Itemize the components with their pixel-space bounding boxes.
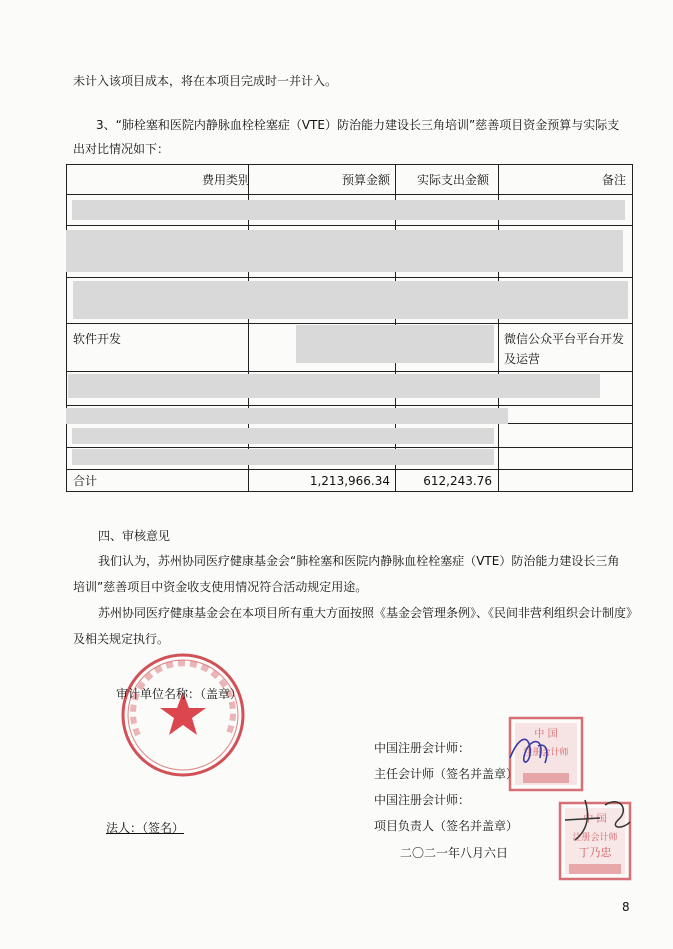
redaction-block — [296, 325, 494, 363]
legal-person-label: 法人：（签名） — [106, 821, 185, 835]
page-number: 8 — [622, 900, 630, 914]
svg-text:丁乃忠: 丁乃忠 — [578, 846, 612, 859]
redaction-block — [72, 428, 494, 444]
software-note-line1: 微信公众平台平台开发 — [504, 332, 625, 346]
section4-para1-line1: 我们认为，苏州协同医疗健康基金会“肺栓塞和医院内静脉血栓栓塞症（VTE）防治能力建设长三角 — [98, 554, 620, 568]
handwritten-signature — [500, 718, 560, 778]
redaction-block — [66, 230, 623, 272]
project-lead-label: 项目负责人（签名并盖章） — [374, 819, 519, 833]
signature-date: 二〇二一年八月六日 — [400, 846, 509, 860]
header-actual: 实际支出金额 — [417, 173, 490, 187]
header-category: 费用类别 — [202, 173, 251, 187]
section4-heading: 四、审核意见 — [98, 529, 171, 543]
software-note-line2: 及运营 — [504, 352, 541, 366]
total-budget: 1,213,966.34 — [309, 474, 390, 488]
audit-unit-label: 审计单位名称：（盖章） — [116, 687, 243, 701]
table-row-divider — [67, 277, 632, 278]
table-row-divider — [67, 323, 632, 324]
section3-line2: 出对比情况如下： — [73, 142, 170, 156]
redaction-block — [73, 281, 628, 319]
intro-line: 未计入该项目成本，将在本项目完成时一并计入。 — [73, 74, 338, 88]
cpa1-label: 中国注册会计师： — [374, 741, 471, 755]
section3-line1: 3、“肺栓塞和医院内静脉血栓栓塞症（VTE）防治能力建设长三角培训”慈善项目资金预算与实际支 — [96, 118, 620, 132]
company-seal-stamp — [118, 650, 248, 780]
section4-para2-line2: 及相关规定执行。 — [73, 632, 170, 646]
section4-para1-line2: 培训”慈善项目中资金收支使用情况符合活动规定用途。 — [73, 580, 368, 594]
header-budget: 预算金额 — [342, 173, 391, 187]
header-note: 备注 — [602, 173, 627, 187]
handwritten-signature-2 — [560, 790, 635, 850]
redaction-block — [66, 408, 508, 424]
svg-text:中 国: 中 国 — [583, 814, 607, 825]
table-row-divider — [67, 447, 632, 448]
cpa2-label: 中国注册会计师： — [374, 793, 471, 807]
total-category: 合计 — [73, 474, 98, 488]
software-category: 软件开发 — [73, 332, 122, 346]
svg-text:注册会计师: 注册会计师 — [523, 748, 569, 758]
table-row-divider — [67, 225, 632, 226]
svg-text:中 国: 中 国 — [534, 729, 558, 740]
table-row-divider — [67, 469, 632, 470]
redaction-block — [72, 200, 625, 220]
redaction-block — [72, 449, 494, 465]
table-row-divider — [67, 194, 632, 195]
chief-accountant-label: 主任会计师（签名并盖章） — [374, 767, 519, 781]
table-row-divider — [67, 371, 632, 372]
section4-para2-line1: 苏州协同医疗健康基金会在本项目所有重大方面按照《基金会管理条例》、《民间非营利组织会计制度》 — [98, 606, 639, 620]
redaction-block — [68, 374, 600, 398]
svg-text:注册会计师: 注册会计师 — [572, 833, 618, 843]
total-actual: 612,243.76 — [423, 474, 492, 488]
table-row-divider — [67, 405, 632, 406]
